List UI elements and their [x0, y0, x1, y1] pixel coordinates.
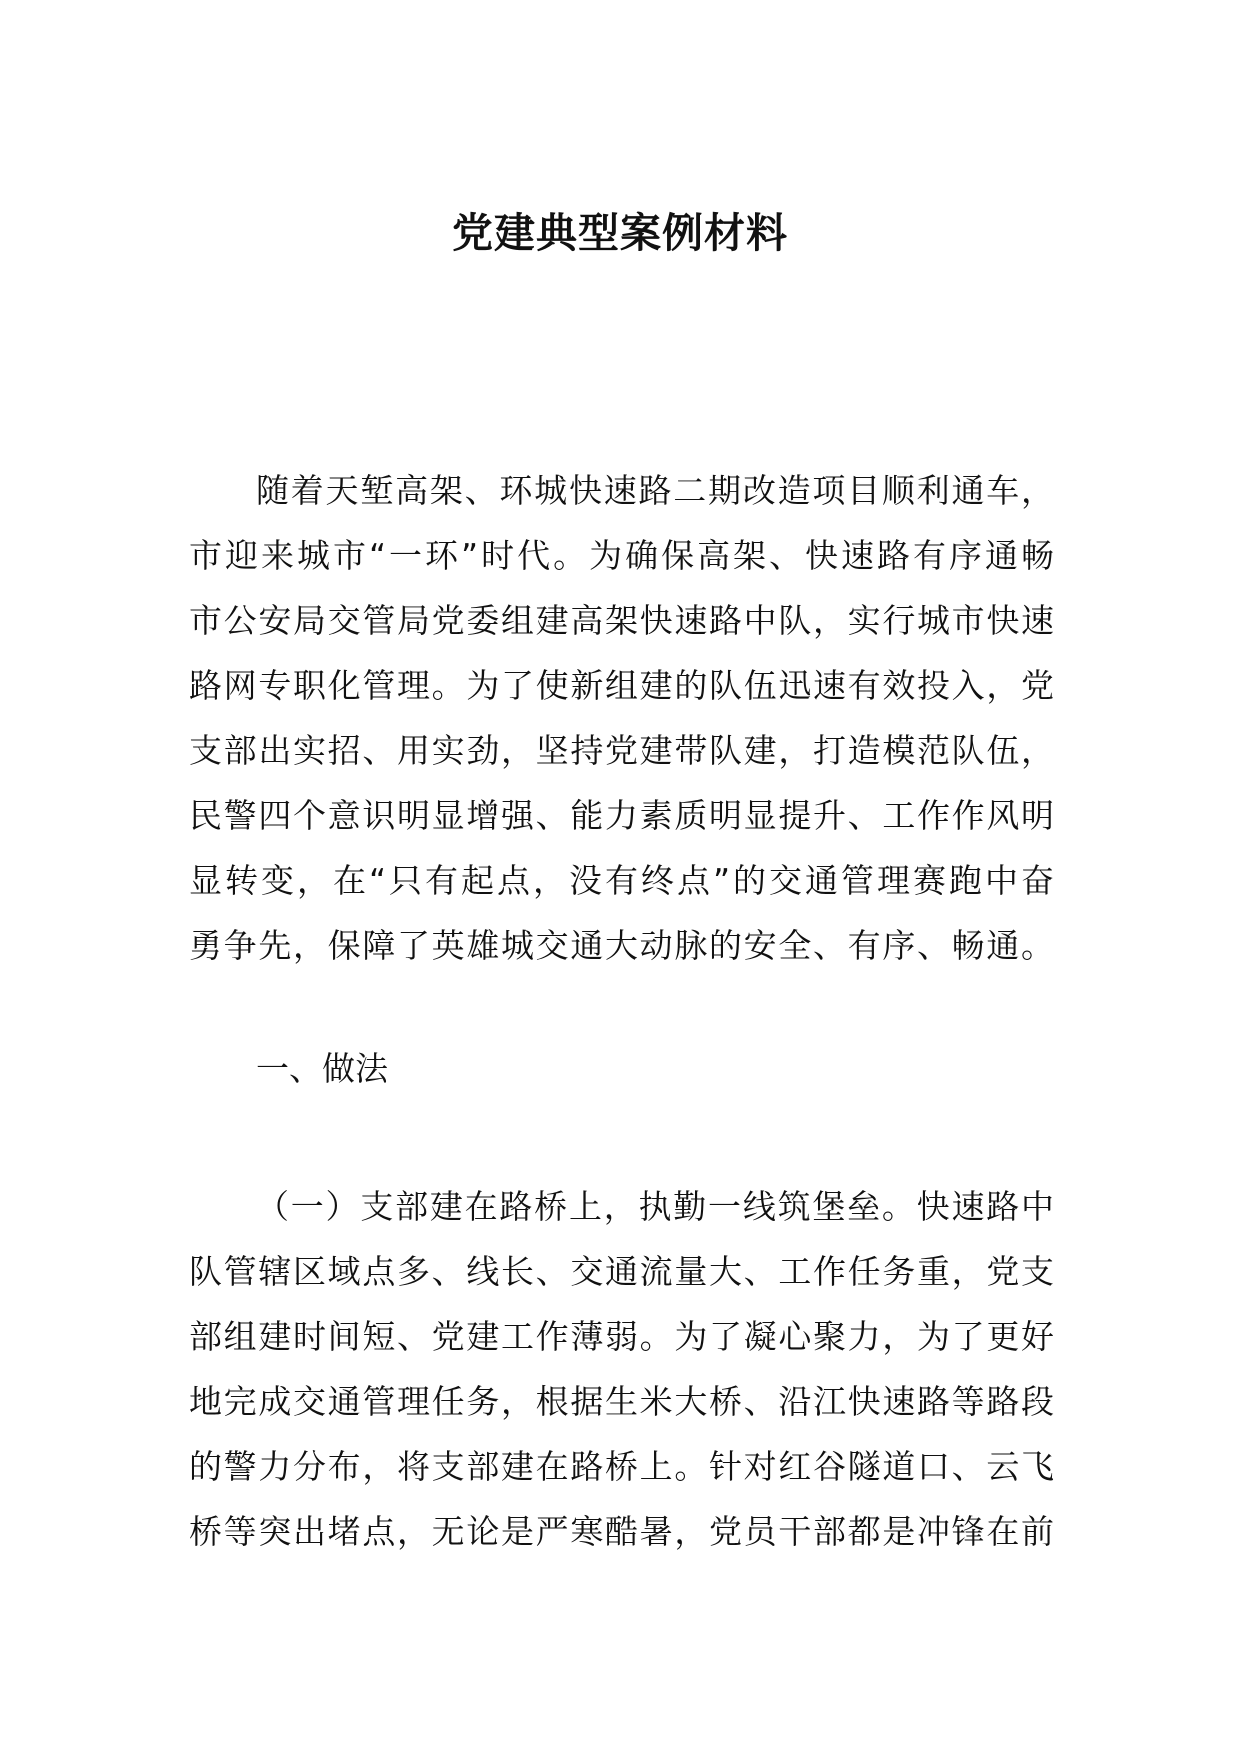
paragraph-line: 随着天堑高架、环城快速路二期改造项目顺利通车， [256, 471, 1054, 510]
paragraph-line: 市迎来城市“一环”时代。为确保高架、快速路有序通畅 [189, 536, 1054, 575]
paragraph-line: 地完成交通管理任务，根据生米大桥、沿江快速路等路段 [189, 1382, 1054, 1421]
section-heading [189, 1036, 1054, 1101]
paragraph-line: 勇争先，保障了英雄城交通大动脉的安全、有序、畅通。 [189, 926, 1054, 965]
paragraph-line: （一）支部建在路桥上，执勤一线筑堡垒。快速路中 [256, 1187, 1054, 1226]
paragraph-line: 支部出实招、用实劲，坚持党建带队建，打造模范队伍， [189, 731, 1054, 770]
paragraph-line: 的警力分布，将支部建在路桥上。针对红谷隧道口、云飞 [189, 1447, 1054, 1486]
paragraph-line: 队管辖区域点多、线长、交通流量大、工作任务重，党支 [189, 1252, 1054, 1291]
paragraph-line: 部组建时间短、党建工作薄弱。为了凝心聚力，为了更好 [189, 1317, 1054, 1356]
paragraph-line: 桥等突出堵点，无论是严寒酷暑，党员干部都是冲锋在前 [189, 1512, 1054, 1551]
document-title: 党建典型案例材料 [452, 209, 788, 257]
section-paragraph [189, 1174, 1054, 1564]
paragraph-line: 市公安局交管局党委组建高架快速路中队，实行城市快速 [189, 601, 1054, 640]
paragraph-line: 路网专职化管理。为了使新组建的队伍迅速有效投入，党 [189, 666, 1054, 705]
section-heading-text: 一、做法 [256, 1049, 388, 1088]
intro-paragraph [189, 458, 1054, 978]
paragraph-line: 民警四个意识明显增强、能力素质明显提升、工作作风明 [189, 796, 1054, 835]
paragraph-line: 显转变，在“只有起点，没有终点”的交通管理赛跑中奋 [189, 861, 1054, 900]
